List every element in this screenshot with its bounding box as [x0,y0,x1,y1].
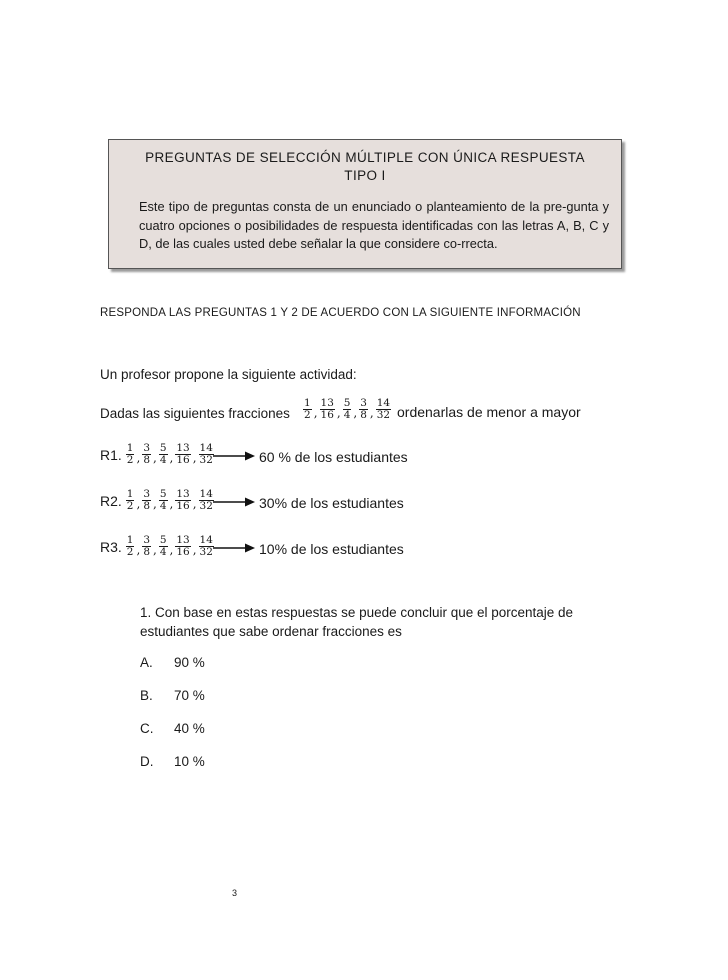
question-1: 1. Con base en estas respuestas se puede concluir que el porcentaje de estudiantes que sabe ordenar fracciones es [140,605,574,639]
option-d[interactable] [140,754,205,769]
fraction [159,443,168,466]
arrow-icon [213,450,255,462]
denominator: 32 [199,546,213,558]
numerator: 13 [176,534,190,546]
comma: , [336,406,341,420]
numerator: 1 [126,442,134,454]
numerator: 5 [159,488,167,500]
comma: , [353,406,358,420]
denominator: 4 [159,454,167,466]
numerator: 3 [360,397,367,409]
numerator: 5 [343,397,351,409]
comma: , [313,406,318,420]
page-number: 3 [232,888,238,898]
numerator: 1 [126,488,134,500]
fraction [126,535,135,558]
comma: , [136,451,141,465]
box-description: Este tipo de preguntas consta de un enunciado o planteamiento de la pre-gunta y cuatro opciones o posibilidades de respuesta identificadas con las letras A, B, C y D, de las cuales usted debe señalar la que considere co-rrecta. [139,199,609,251]
numerator: 3 [143,534,150,546]
denominator: 8 [143,500,150,512]
comma: , [153,451,157,465]
option-letter: B. [140,688,153,703]
comma: , [169,497,174,511]
denominator: 4 [159,546,167,558]
given-fractions-label: Dadas las siguientes fracciones [100,406,290,421]
denominator: 4 [343,409,351,421]
instructions-box [108,139,622,269]
fraction [126,489,135,512]
box-title-line1: PREGUNTAS DE SELECCIÓN MÚLTIPLE CON ÚNICA RESPUESTA [145,150,585,165]
response-label: R1. [100,446,122,463]
fraction [142,535,151,558]
fraction [159,535,168,558]
denominator: 32 [376,409,391,421]
option-a[interactable] [140,655,205,670]
denominator: 8 [143,546,150,558]
denominator: 16 [176,454,190,466]
comma: , [153,497,157,511]
comma: , [369,406,374,420]
numerator: 3 [143,442,150,454]
numerator: 14 [376,397,391,409]
option-c[interactable] [140,721,205,736]
response-label: R2. [100,492,122,509]
numerator: 14 [199,534,213,546]
arrow-icon [213,496,255,508]
fraction [199,443,214,466]
fraction [159,489,168,512]
option-b[interactable] [140,688,205,703]
denominator: 2 [126,546,134,558]
box-title-line2: TIPO I [344,168,386,183]
numerator: 5 [159,534,167,546]
percent-r1: 60 % de los estudiantes [259,449,408,465]
fraction [199,535,214,558]
fraction [343,398,352,421]
numerator: 5 [159,442,167,454]
numerator: 13 [176,488,190,500]
numerator: 3 [143,488,150,500]
percent-r3: 10% de los estudiantes [259,541,404,557]
denominator: 8 [143,454,150,466]
denominator: 32 [199,500,213,512]
option-text: 90 % [174,655,205,670]
comma: , [153,543,157,557]
option-letter: A. [140,655,153,670]
numerator: 1 [304,397,311,409]
fraction [320,398,335,421]
numerator: 13 [176,442,190,454]
numerator: 14 [199,488,213,500]
comma: , [192,497,197,511]
comma: , [192,451,197,465]
comma: , [169,543,174,557]
denominator: 2 [126,454,134,466]
numerator: 1 [126,534,134,546]
given-fractions [302,398,392,421]
comma: , [136,543,141,557]
fraction [303,398,312,421]
fraction [142,489,151,512]
response-r2 [100,489,215,512]
intro-text: Un profesor propone la siguiente actividad: [100,367,357,382]
response-label: R3. [100,538,122,555]
option-text: 70 % [174,688,205,703]
fraction [376,398,391,421]
arrow-icon [213,542,255,554]
option-letter: D. [140,754,154,769]
percent-r2: 30% de los estudiantes [259,495,404,511]
denominator: 2 [126,500,134,512]
denominator: 16 [176,546,190,558]
instruction-text: ordenarlas de menor a mayor [397,404,581,420]
denominator: 2 [304,409,311,421]
section-heading: RESPONDA LAS PREGUNTAS 1 Y 2 DE ACUERDO CON LA SIGUIENTE INFORMACIÓN [100,307,581,319]
denominator: 16 [176,500,190,512]
fraction [175,535,190,558]
comma: , [136,497,141,511]
response-r1 [100,443,215,466]
denominator: 8 [360,409,367,421]
denominator: 16 [320,409,334,421]
fraction [359,398,368,421]
comma: , [169,451,174,465]
numerator: 14 [199,442,213,454]
option-letter: C. [140,721,154,736]
numerator: 13 [320,397,334,409]
fraction [126,443,135,466]
fraction [142,443,151,466]
comma: , [192,543,197,557]
option-text: 40 % [174,721,205,736]
fraction [175,489,190,512]
denominator: 32 [199,454,213,466]
response-r3 [100,535,215,558]
denominator: 4 [159,500,167,512]
option-text: 10 % [174,754,205,769]
fraction [175,443,190,466]
fraction [199,489,214,512]
